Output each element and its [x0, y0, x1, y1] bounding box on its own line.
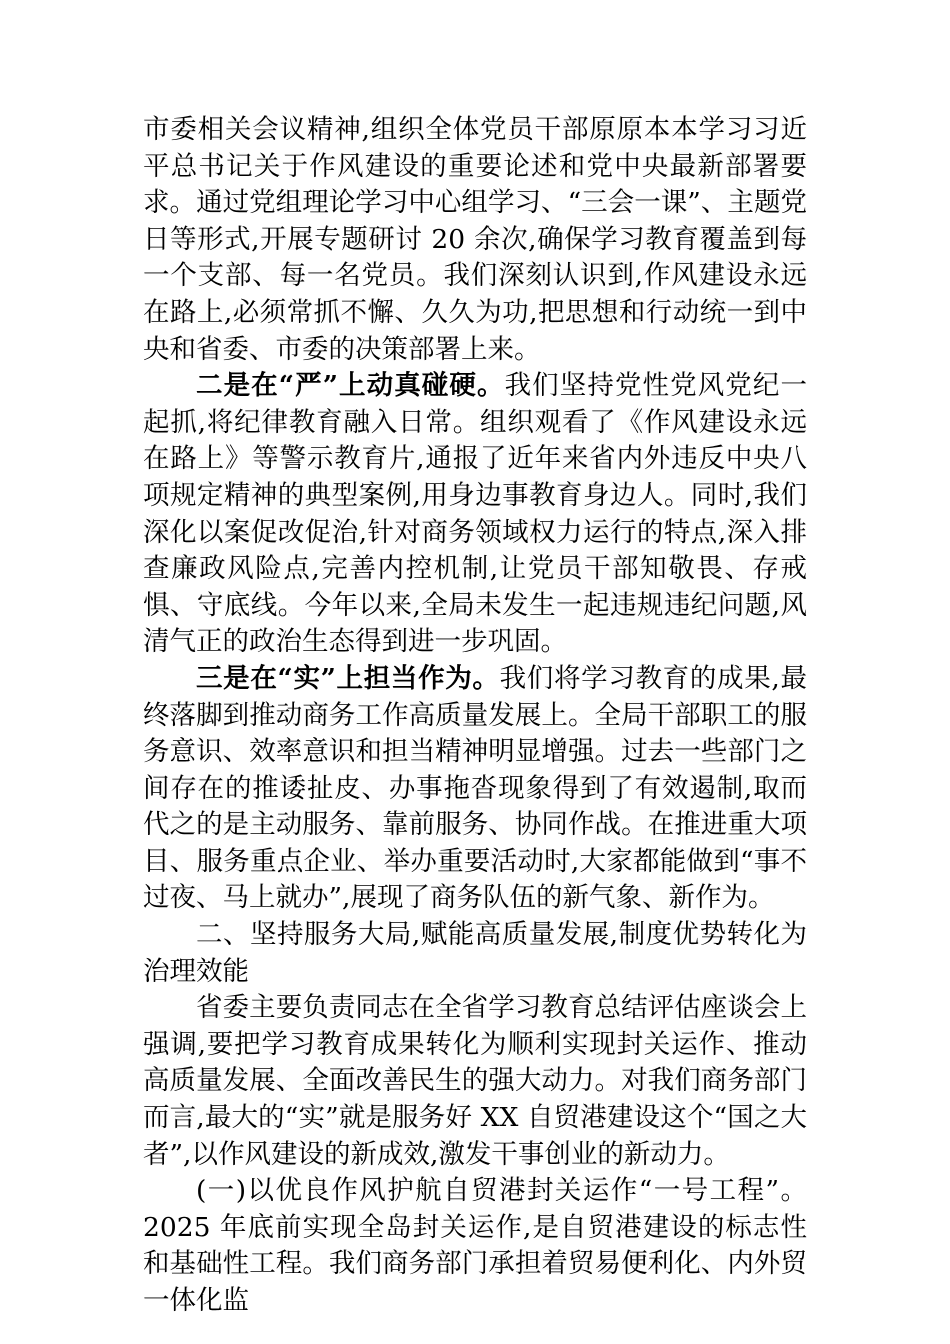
paragraph-lead-heading: 三是在“实”上担当作为。 [196, 662, 500, 694]
paragraph-strict-discipline [143, 368, 807, 661]
paragraph-text: 市委相关会议精神,组织全体党员干部原原本本学习习近平总书记关于作风建设的重要论述和党中央最新部署要求。通过党组理论学习中心组学习、“三会一课”、主题党日等形式,开展专题研讨 20 余次,确保学习教育覆盖到每一个支部、每一名党员。我们深刻认识到,作风建设永远在路上,必须常抓不懈、久久为功,把思想和行动统一到中央和省委、市委的决策部署上来。 [143, 114, 807, 365]
section-heading-text: 二、坚持服务大局,赋能高质量发展,制度优势转化为治理效能 [143, 919, 807, 987]
paragraph-study-continuation [143, 112, 807, 368]
section-heading [143, 917, 807, 990]
paragraph-provincial-requirement [143, 990, 807, 1173]
paragraph-text: (一)以优良作风护航自贸港封关运作“一号工程”。2025 年底前实现全岛封关运作,是自贸港建设的标志性和基础性工程。我们商务部门承担着贸易便利化、内外贸一体化监 [143, 1175, 807, 1316]
paragraph-practical-action [143, 661, 807, 917]
paragraph-lead-heading: 二是在“严”上动真碰硬。 [196, 370, 505, 402]
paragraph-customs-closure [143, 1173, 807, 1319]
paragraph-text: 我们坚持党性党风党纪一起抓,将纪律教育融入日常。组织观看了《作风建设永远在路上》等警示教育片,通报了近年来省内外违反中央八项规定精神的典型案例,用身边事教育身边人。同时,我们深化以案促改促治,针对商务领域权力运行的特点,深入排查廉政风险点,完善内控机制,让党员干部知敬畏、存戒惧、守底线。今年以来,全局未发生一起违规违纪问题,风清气正的政治生态得到进一步巩固。 [143, 370, 807, 658]
paragraph-text: 我们将学习教育的成果,最终落脚到推动商务工作高质量发展上。全局干部职工的服务意识、效率意识和担当精神明显增强。过去一些部门之间存在的推诿扯皮、办事拖沓现象得到了有效遏制,取而代之的是主动服务、靠前服务、协同作战。在推进重大项目、服务重点企业、举办重要活动时,大家都能做到“事不过夜、马上就办”,展现了商务队伍的新气象、新作为。 [143, 662, 807, 914]
paragraph-text: 省委主要负责同志在全省学习教育总结评估座谈会上强调,要把学习教育成果转化为顺利实现封关运作、推动高质量发展、全面改善民生的强大动力。对我们商务部门而言,最大的“实”就是服务好 XX 自贸港建设这个“国之大者”,以作风建设的新成效,激发干事创业的新动力。 [143, 992, 807, 1170]
document-body [143, 112, 807, 1320]
